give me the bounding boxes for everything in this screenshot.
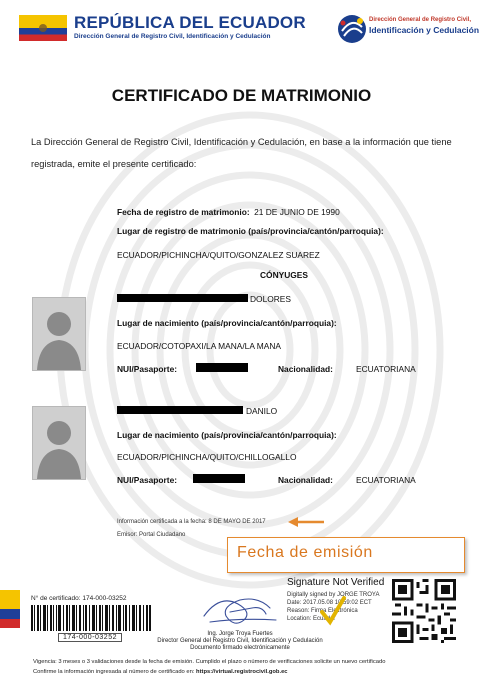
official-note: Documento firmado electrónicamente — [190, 645, 290, 651]
qr-code-icon — [392, 579, 456, 643]
verification-link[interactable]: https://virtual.registrocivil.gob.ec — [196, 669, 288, 675]
fecha-emision-callout — [227, 537, 465, 573]
nui-label: NUI/Pasaporte: — [117, 475, 178, 485]
nacimiento-label: Lugar de nacimiento (país/provincia/cantón/parroquia): — [117, 430, 337, 440]
logo-text-line1: Dirección General de Registro Civil, — [369, 17, 472, 23]
footer-confirm-text: Confirme la información ingresada al número de certificado en: — [33, 669, 197, 675]
flag-stripe-decoration — [0, 590, 20, 628]
redacted-name — [117, 294, 248, 302]
fecha-certificada-line: Información certificada a la fecha: 8 DE MAYO DE 2017 — [117, 519, 266, 525]
fecha-registro-row — [117, 202, 340, 220]
nacimiento-value: ECUADOR/COTOPAXI/LA MANA/LA MANA — [117, 341, 281, 351]
avatar — [32, 406, 86, 480]
conyuges-heading: CÓNYUGES — [260, 270, 308, 280]
lugar-registro-value: ECUADOR/PICHINCHA/QUITO/GONZALEZ SUAREZ — [117, 250, 320, 260]
registro-civil-logo-icon — [336, 13, 368, 45]
barcode-icon — [31, 605, 151, 631]
redacted-nui — [196, 363, 248, 372]
signature-status: Signature Not Verified — [287, 577, 385, 588]
callout-text: Fecha de emisión — [237, 544, 373, 561]
person-silhouette-icon — [33, 407, 85, 479]
avatar — [32, 297, 86, 371]
person-name-suffix: DOLORES — [250, 294, 291, 304]
nacimiento-label: Lugar de nacimiento (país/provincia/cantón/parroquia): — [117, 318, 337, 328]
intro-paragraph: La Dirección General de Registro Civil, Identificación y Cedulación, en base a la información que tiene registrada, emite el presente certificado: — [31, 137, 452, 169]
official-position: Director General del Registro Civil, Identificación y Cedulación — [157, 638, 323, 644]
signature-line-4: Location: Ecuador — [287, 616, 336, 622]
signature-line-2: Date: 2017.05.08 10:59:02 ECT — [287, 600, 372, 606]
nacionalidad-value: ECUATORIANA — [356, 475, 416, 485]
redacted-nui — [193, 474, 245, 483]
republic-subtitle: Dirección General de Registro Civil, Identificación y Cedulación — [74, 33, 271, 40]
fecha-registro-label: Fecha de registro de matrimonio: — [117, 207, 250, 217]
document-title: CERTIFICADO DE MATRIMONIO — [111, 86, 372, 105]
logo-text-line2: Identificación y Cedulación — [369, 25, 480, 35]
footer-confirm — [33, 669, 288, 675]
signature-line-1: Digitally signed by JORGE TROYA — [287, 592, 380, 598]
barcode-number: 174-000-03252 — [58, 633, 122, 642]
signature-line-3: Reason: Firma Electrónica — [287, 608, 358, 614]
footer-vigencia: Vigencia: 3 meses o 3 validaciones desde la fecha de emisión. Cumplido el plazo o número de verificaciones solicite un nuevo certificado — [33, 659, 386, 665]
ecuador-flag-icon — [19, 15, 67, 41]
lugar-registro-label: Lugar de registro de matrimonio (país/provincia/cantón/parroquia): — [117, 226, 384, 236]
signature-check-icon — [319, 596, 347, 626]
nacionalidad-label: Nacionalidad: — [278, 364, 333, 374]
redacted-name — [117, 406, 243, 414]
nui-label: NUI/Pasaporte: — [117, 364, 178, 374]
arrow-left-icon — [286, 515, 326, 529]
republic-title: REPÚBLICA DEL ECUADOR — [74, 13, 306, 32]
certificate-number: N° de certificado: 174-000-03252 — [31, 595, 127, 602]
person-name-suffix: DANILO — [246, 406, 278, 416]
nacimiento-value: ECUADOR/PICHINCHA/QUITO/CHILLOGALLO — [117, 452, 297, 462]
person-silhouette-icon — [33, 298, 85, 370]
fecha-registro-value: 21 DE JUNIO DE 1990 — [254, 207, 340, 217]
official-name: Ing. Jorge Troya Fuertes — [207, 631, 273, 637]
nacionalidad-value: ECUATORIANA — [356, 364, 416, 374]
nacionalidad-label: Nacionalidad: — [278, 475, 333, 485]
emisor-line: Emisor: Portal Ciudadano — [117, 532, 186, 538]
handwritten-signature — [200, 590, 280, 628]
